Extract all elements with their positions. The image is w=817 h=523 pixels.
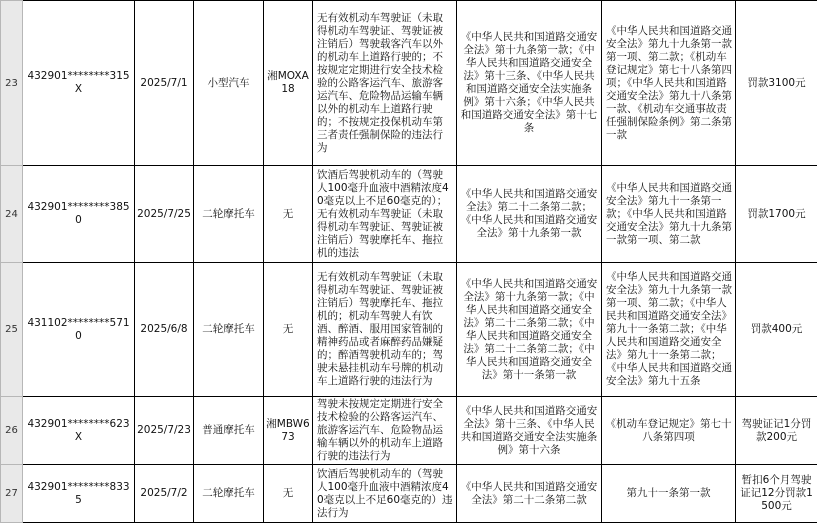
vehicle-type-cell[interactable]: 普通摩托车 bbox=[194, 397, 264, 465]
date-cell[interactable]: 2025/7/23 bbox=[135, 397, 194, 465]
result-cell[interactable]: 罚款400元 bbox=[736, 263, 817, 397]
penalty-basis-text: 第九十一条第一款 bbox=[626, 487, 711, 499]
row-number[interactable]: 25 bbox=[1, 263, 23, 397]
penalty-basis-cell[interactable] bbox=[602, 1, 736, 166]
penalty-basis-cell[interactable] bbox=[602, 397, 736, 465]
penalty-basis-text: 《中华人民共和国道路交通安全法》第九十一条第一款；《中华人民共和国道路交通安全法》第九十九条第一款第一项、第二款 bbox=[606, 181, 732, 246]
table-row[interactable] bbox=[1, 166, 817, 263]
basis-cell[interactable] bbox=[457, 1, 602, 166]
violation-text: 饮酒后驾驶机动车的（驾驶人100毫升血液中酒精浓度40毫克以上不足60毫克的）；无有效机动车驾驶证（未取得机动车驾驶证、驾驶证被注销后）驾驶摩托车、拖拉机的违法 bbox=[317, 168, 449, 259]
date-cell[interactable]: 2025/7/1 bbox=[135, 1, 194, 166]
vehicle-type-cell[interactable]: 二轮摩托车 bbox=[194, 166, 264, 263]
id-number-cell[interactable]: 432901********623X bbox=[23, 397, 135, 465]
violation-cell[interactable] bbox=[313, 397, 457, 465]
violation-text: 无有效机动车驾驶证（未取得机动车驾驶证、驾驶证被注销后）驾驶载客汽车以外的机动车上道路行驶的；不按规定定期进行安全技术检验的公路客运汽车、旅游客运汽车、危险物品运输车辆以外的机动车上道路行驶的；不按规定投保机动车第三者责任强制保险的违法行为 bbox=[317, 11, 443, 154]
basis-cell[interactable] bbox=[457, 465, 602, 523]
vehicle-type-cell[interactable]: 二轮摩托车 bbox=[194, 465, 264, 523]
table-row[interactable] bbox=[1, 263, 817, 397]
id-number-cell[interactable]: 432901********8335 bbox=[23, 465, 135, 523]
result-cell[interactable]: 驾驶证记1分罚款200元 bbox=[736, 397, 817, 465]
basis-text: 《中华人民共和国道路交通安全法》第十九条第一款；《中华人民共和国道路交通安全法》第十三条、《中华人民共和国道路交通安全法实施条例》第十六条；《中华人民共和国道路交通安全法》第十七条 bbox=[460, 31, 598, 134]
vehicle-type-cell[interactable]: 小型汽车 bbox=[194, 1, 264, 166]
table-row[interactable] bbox=[1, 465, 817, 523]
basis-cell[interactable] bbox=[457, 166, 602, 263]
violation-text: 无有效机动车驾驶证（未取得机动车驾驶证、驾驶证被注销后）驾驶摩托车、拖拉机的；机动车驾驶人有饮酒、醉酒、服用国家管制的精神药品或者麻醉药品嫌疑的；醉酒驾驶机动车的；驾驶未悬挂机动车号牌的机动车上道路行驶的违法行为 bbox=[317, 271, 443, 387]
basis-text: 《中华人民共和国道路交通安全法》第二十二条第二款 bbox=[460, 480, 598, 506]
table-row[interactable] bbox=[1, 397, 817, 465]
row-number[interactable]: 27 bbox=[1, 465, 23, 523]
penalty-basis-cell[interactable] bbox=[602, 263, 736, 397]
row-number[interactable]: 24 bbox=[1, 166, 23, 263]
row-number[interactable]: 26 bbox=[1, 397, 23, 465]
plate-cell[interactable]: 无 bbox=[264, 263, 313, 397]
violation-cell[interactable] bbox=[313, 1, 457, 166]
result-cell[interactable]: 罚款1700元 bbox=[736, 166, 817, 263]
penalty-basis-cell[interactable] bbox=[602, 166, 736, 263]
plate-cell[interactable]: 湘MOXA18 bbox=[264, 1, 313, 166]
date-cell[interactable]: 2025/7/2 bbox=[135, 465, 194, 523]
result-cell[interactable]: 暂扣6个月驾驶证记12分罚款1500元 bbox=[736, 465, 817, 523]
plate-cell[interactable]: 无 bbox=[264, 166, 313, 263]
plate-cell[interactable]: 湘MBW673 bbox=[264, 397, 313, 465]
date-cell[interactable]: 2025/6/8 bbox=[135, 263, 194, 397]
basis-text: 《中华人民共和国道路交通安全法》第十三条、《中华人民共和国道路交通安全法实施条例》第十六条 bbox=[460, 404, 598, 456]
date-cell[interactable]: 2025/7/25 bbox=[135, 166, 194, 263]
basis-text: 《中华人民共和国道路交通安全法》第二十二条第二款；《中华人民共和国道路交通安全法》第十九条第一款 bbox=[460, 188, 598, 239]
violation-cell[interactable] bbox=[313, 263, 457, 397]
vehicle-type-cell[interactable]: 二轮摩托车 bbox=[194, 263, 264, 397]
penalty-basis-text: 《机动车登记规定》第七十八条第四项 bbox=[605, 417, 732, 443]
table-row[interactable] bbox=[1, 1, 817, 166]
id-number-cell[interactable]: 431102********5710 bbox=[23, 263, 135, 397]
id-number-cell[interactable]: 432901********3850 bbox=[23, 166, 135, 263]
basis-cell[interactable] bbox=[457, 397, 602, 465]
id-number-cell[interactable]: 432901********315X bbox=[23, 1, 135, 166]
row-number[interactable]: 23 bbox=[1, 1, 23, 166]
basis-cell[interactable] bbox=[457, 263, 602, 397]
basis-text: 《中华人民共和国道路交通安全法》第十九条第一款；《中华人民共和国道路交通安全法》第二十二条第二款；《中华人民共和国道路交通安全法》第二十二条第二款；《中华人民共和国道路交通安全法》第十一条第一款 bbox=[460, 277, 598, 381]
violation-cell[interactable] bbox=[313, 166, 457, 263]
violation-cell[interactable] bbox=[313, 465, 457, 523]
result-cell[interactable]: 罚款3100元 bbox=[736, 1, 817, 166]
penalty-basis-text: 《中华人民共和国道路交通安全法》第九十九条第一款第一项、第二款；《机动车登记规定》第七十八条第四项；《中华人民共和国道路交通安全法》第九十八条第一款、《机动车交通事故责任强制保险条例》第二条第一款 bbox=[606, 24, 732, 141]
violation-text: 饮酒后驾驶机动车的（驾驶人100毫升血液中酒精浓度40毫克以上不足60毫克的）违法行为 bbox=[317, 467, 453, 519]
penalty-basis-cell[interactable] bbox=[602, 465, 736, 523]
violation-text: 驾驶未按规定定期进行安全技术检验的公路客运汽车、旅游客运汽车、危险物品运输车辆以外的机动车上道路行驶的违法行为 bbox=[317, 398, 443, 462]
plate-cell[interactable]: 无 bbox=[264, 465, 313, 523]
penalty-basis-text: 《中华人民共和国道路交通安全法》第九十九条第一款第一项、第二款；《中华人民共和国道路交通安全法》第九十一条第二款；《中华人民共和国道路交通安全法》第九十一条第二款；《中华人民共和国道路交通安全法》第九十五条 bbox=[606, 271, 732, 387]
